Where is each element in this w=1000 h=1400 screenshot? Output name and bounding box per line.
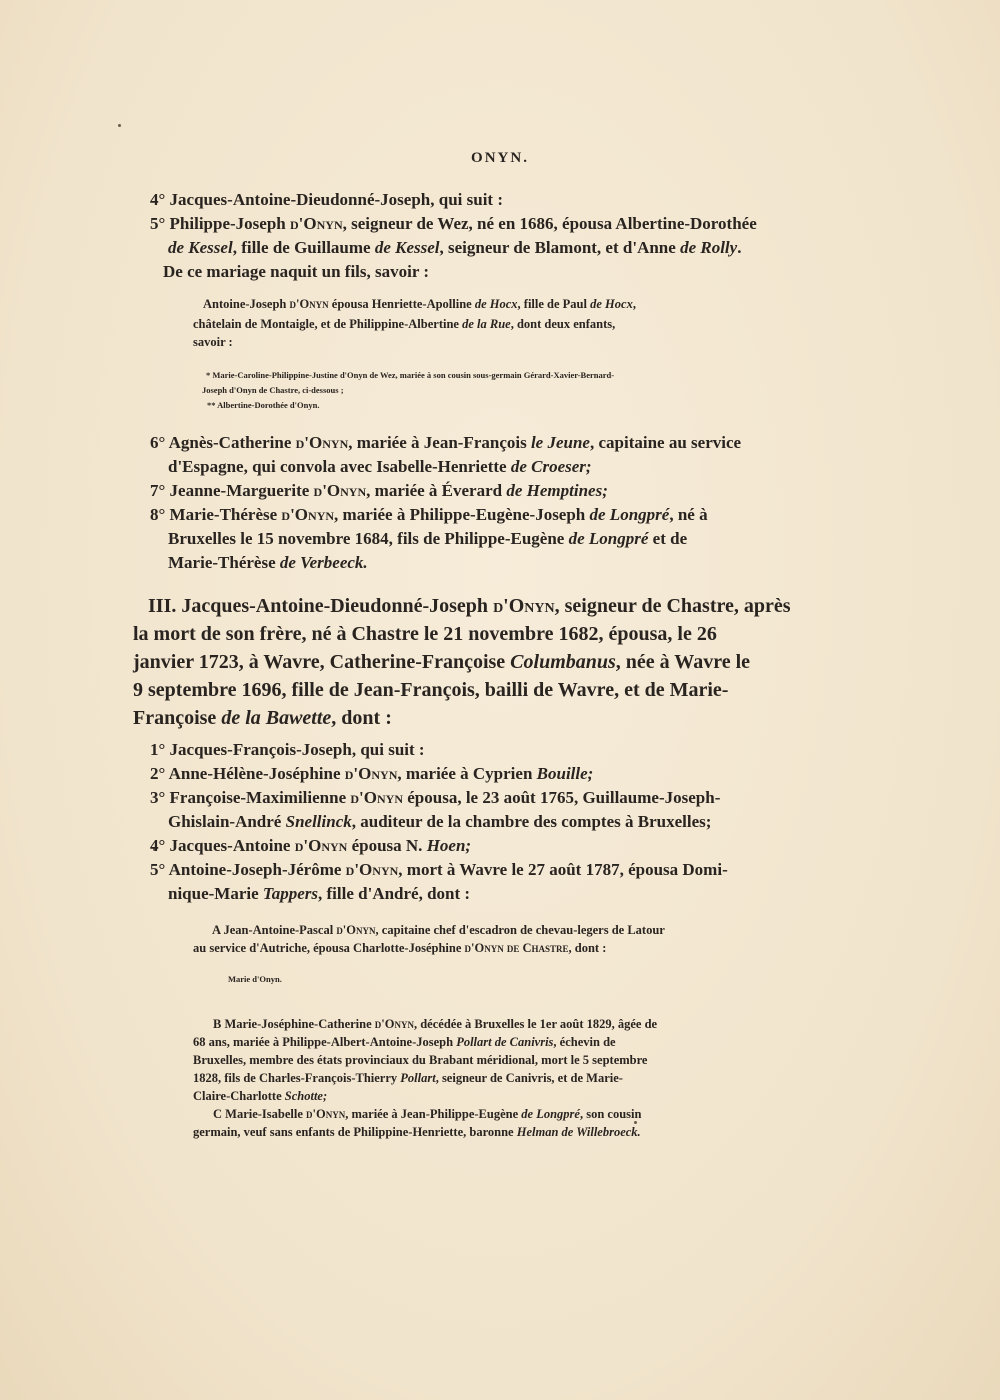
note-line xyxy=(193,334,233,350)
text-span: , mariée à Cyprien xyxy=(397,764,537,783)
list-item-5 xyxy=(150,860,728,880)
note-line xyxy=(193,940,606,956)
text-span: d'Onyn de Chastre xyxy=(464,941,569,955)
text-span: de Longpré xyxy=(589,505,670,524)
section-text xyxy=(133,706,392,730)
note-line xyxy=(193,1034,616,1050)
text-span: , capitaine au service xyxy=(589,433,742,452)
text-span: , dont : xyxy=(331,707,392,729)
text-span: 5° Antoine-Joseph-Jérôme xyxy=(150,860,346,879)
text-span: d'Espagne, qui convola avec Isabelle-Henriette xyxy=(168,457,511,476)
text-span: Bouille; xyxy=(536,764,594,783)
text-span: de la Bawette xyxy=(221,707,332,729)
text-span: , seigneur de Chastre, après xyxy=(554,595,791,617)
page-header: ONYN. xyxy=(471,150,529,166)
note-line xyxy=(213,1106,641,1122)
text-span: janvier 1723, à Wavre, Catherine-Françoise xyxy=(133,651,511,673)
text-span: Helman de Willebroeck. xyxy=(516,1125,641,1139)
note-line xyxy=(203,296,673,312)
section-text xyxy=(133,622,717,646)
text-span: de Longpré xyxy=(568,529,649,548)
text-span: , xyxy=(632,297,636,311)
text-span: , mort à Wavre le 27 août 1787, épousa Domi- xyxy=(398,860,728,879)
text-span: Claire-Charlotte xyxy=(193,1089,285,1103)
note-line xyxy=(228,974,282,985)
text-span: , fille de Paul xyxy=(517,297,591,311)
text-span: , capitaine chef d'escadron de chevau-legers de Latour xyxy=(375,923,665,937)
text-span: de Hocx xyxy=(474,297,518,311)
text-span: d'Onyn xyxy=(306,1107,346,1121)
text-span: Hoen; xyxy=(426,836,472,855)
text-span: 4° Jacques-Antoine-Dieudonné-Joseph, qui suit : xyxy=(150,190,503,209)
list-item-6-cont xyxy=(168,457,592,477)
text-span: Marie d'Onyn. xyxy=(228,974,282,984)
text-span: Pollart xyxy=(400,1071,436,1085)
text-span: d'Onyn xyxy=(374,1017,414,1031)
note-line xyxy=(213,1016,657,1032)
text-span: , fille de Guillaume xyxy=(232,238,375,257)
text-span: châtelain de Montaigle, et de Philippine-Albertine xyxy=(193,317,463,331)
text-span: , mariée à Philippe-Eugène-Joseph xyxy=(334,505,590,524)
text-span: Bruxelles le 15 novembre 1684, fils de Philippe-Eugène xyxy=(168,529,569,548)
text-span: épousa Henriette-Apolline xyxy=(328,297,475,311)
text-span: , née à Wavre le xyxy=(615,651,751,673)
text-span: épousa, le 23 août 1765, Guillaume-Joseph- xyxy=(403,788,721,807)
text-span: 5° Philippe-Joseph xyxy=(150,214,286,233)
text-span: 9 septembre 1696, fille de Jean-François, bailli de Wavre, et de Marie- xyxy=(133,679,729,701)
text-span: 6° Agnès-Catherine xyxy=(150,433,296,452)
text-span: de Hemptines; xyxy=(506,481,608,500)
text-span: , décédée à Bruxelles le 1er août 1829, âgée de xyxy=(413,1017,658,1031)
text-span: , échevin de xyxy=(553,1035,616,1049)
text-span: III. Jacques-Antoine-Dieudonné-Joseph xyxy=(148,595,494,617)
text-span: de Kessel xyxy=(168,238,233,257)
text-span: ** Albertine-Dorothée d'Onyn. xyxy=(207,400,320,410)
footnote-line xyxy=(202,385,344,396)
text-span: . xyxy=(737,238,742,257)
text-span: de la Rue xyxy=(462,317,511,331)
text-span: Tappers xyxy=(262,884,319,903)
footnote-line xyxy=(207,400,319,411)
text-span: d'Onyn xyxy=(289,297,329,311)
list-item-8-cont xyxy=(168,553,368,573)
text-span: 2° Anne-Hélène-Joséphine xyxy=(150,764,345,783)
text-span: de Kessel xyxy=(374,238,440,257)
text-span: d'Onyn xyxy=(493,595,555,617)
text-span: 4° Jacques-Antoine xyxy=(150,836,295,855)
note-line xyxy=(193,1124,641,1140)
text-span: , dont : xyxy=(568,941,607,955)
text-span: d'Onyn xyxy=(336,923,376,937)
text-span: Antoine-Joseph xyxy=(203,297,287,311)
text-span: , seigneur de Wez, né en 1686, épousa Albertine-Dorothée xyxy=(342,214,757,233)
list-item-6 xyxy=(150,433,741,453)
text-span: 68 ans, mariée à Philippe-Albert-Antoine-Joseph xyxy=(193,1035,457,1049)
list-item-3-cont xyxy=(168,812,711,832)
text-span: d'Onyn xyxy=(350,788,403,807)
text-span: , son cousin xyxy=(579,1107,642,1121)
list-item-1 xyxy=(150,740,425,760)
text-span: 7° Jeanne-Marguerite xyxy=(150,481,314,500)
note-line xyxy=(193,316,615,332)
text-span: , seigneur de Canivris, et de Marie- xyxy=(435,1071,623,1085)
note-line xyxy=(193,1052,647,1068)
text-span: savoir : xyxy=(193,335,233,349)
text-span: Ghislain-André xyxy=(168,812,286,831)
text-span: B Marie-Joséphine-Catherine xyxy=(213,1017,375,1031)
text-span: , mariée à Jean-Philippe-Eugène xyxy=(345,1107,522,1121)
text-span: d'Onyn xyxy=(345,860,399,879)
text-span: nique-Marie xyxy=(168,884,263,903)
text-span: Marie-Thérèse xyxy=(168,553,280,572)
text-span: Schotte; xyxy=(284,1089,328,1103)
text-span: d'Onyn xyxy=(313,481,367,500)
note-line xyxy=(193,1088,327,1104)
text-span: , fille d'André, dont : xyxy=(318,884,471,903)
list-item-5 xyxy=(150,214,757,234)
list-item-7 xyxy=(150,481,608,501)
text-span: 8° Marie-Thérèse xyxy=(150,505,282,524)
text-span: d'Onyn xyxy=(295,433,349,452)
text-span: d'Onyn xyxy=(290,214,343,233)
text-span: , auditeur de la chambre des comptes à Bruxelles; xyxy=(351,812,712,831)
text-span: de Longpré xyxy=(521,1107,580,1121)
text-span: , mariée à Éverard xyxy=(366,481,507,500)
text-span: , seigneur de Blamont, et d'Anne xyxy=(439,238,681,257)
text-span: le Jeune xyxy=(530,433,590,452)
text-span: au service d'Autriche, épousa Charlotte-Joséphine xyxy=(193,941,465,955)
text-span: épousa N. xyxy=(347,836,427,855)
text-span: Pollart de Canivris xyxy=(456,1035,554,1049)
list-item-8-cont xyxy=(168,529,687,549)
text-span: , né à xyxy=(669,505,708,524)
text-span: de Rolly xyxy=(680,238,738,257)
text-span: Bruxelles, membre des états provinciaux du Brabant méridional, mort le 5 septembre xyxy=(193,1053,648,1067)
text-span: 1° Jacques-François-Joseph, qui suit : xyxy=(150,740,425,759)
list-item-5-cont xyxy=(168,238,741,258)
text-span: , mariée à Jean-François xyxy=(348,433,531,452)
section-text xyxy=(133,678,728,702)
text-span: d'Onyn xyxy=(281,505,335,524)
text-span: * Marie-Caroline-Philippine-Justine d'Onyn de Wez, mariée à son cousin sous-germain Gérard-Xavier-Bernard- xyxy=(206,370,615,380)
text-span: De ce mariage naquit un fils, savoir : xyxy=(163,262,430,281)
text-span: A Jean-Antoine-Pascal xyxy=(212,923,337,937)
list-item-5-cont xyxy=(168,884,470,904)
list-item-5-cont xyxy=(163,262,429,282)
text-span: Joseph d'Onyn de Chastre, ci-dessous ; xyxy=(202,385,344,395)
text-span: de Hocx xyxy=(590,297,633,311)
text-span: Françoise xyxy=(133,707,222,729)
text-span: d'Onyn xyxy=(294,836,348,855)
text-span: germain, veuf sans enfants de Philippine-Henriette, baronne xyxy=(193,1125,517,1139)
text-span: de Verbeeck. xyxy=(279,553,368,572)
list-item-4 xyxy=(150,836,471,856)
note-line xyxy=(193,1070,623,1086)
text-span: d'Onyn xyxy=(344,764,398,783)
text-span: 1828, fils de Charles-François-Thierry xyxy=(193,1071,401,1085)
list-item-2 xyxy=(150,764,593,784)
text-span: 3° Françoise-Maximilienne xyxy=(150,788,351,807)
footnote-line xyxy=(206,370,614,381)
list-item-4 xyxy=(150,190,503,210)
note-line xyxy=(212,922,665,938)
list-item-3 xyxy=(150,788,720,808)
list-item-8 xyxy=(150,505,708,525)
text-span: C Marie-Isabelle xyxy=(213,1107,307,1121)
text-span: et de xyxy=(648,529,688,548)
section-heading xyxy=(148,594,791,618)
text-span: Snellinck xyxy=(285,812,352,831)
text-span: la mort de son frère, né à Chastre le 21 novembre 1682, épousa, le 26 xyxy=(133,623,717,645)
text-span: , dont deux enfants, xyxy=(510,317,616,331)
text-span: Columbanus xyxy=(510,651,616,673)
speck-mark xyxy=(118,124,121,127)
text-span: de Croeser; xyxy=(510,457,592,476)
section-text xyxy=(133,650,750,674)
